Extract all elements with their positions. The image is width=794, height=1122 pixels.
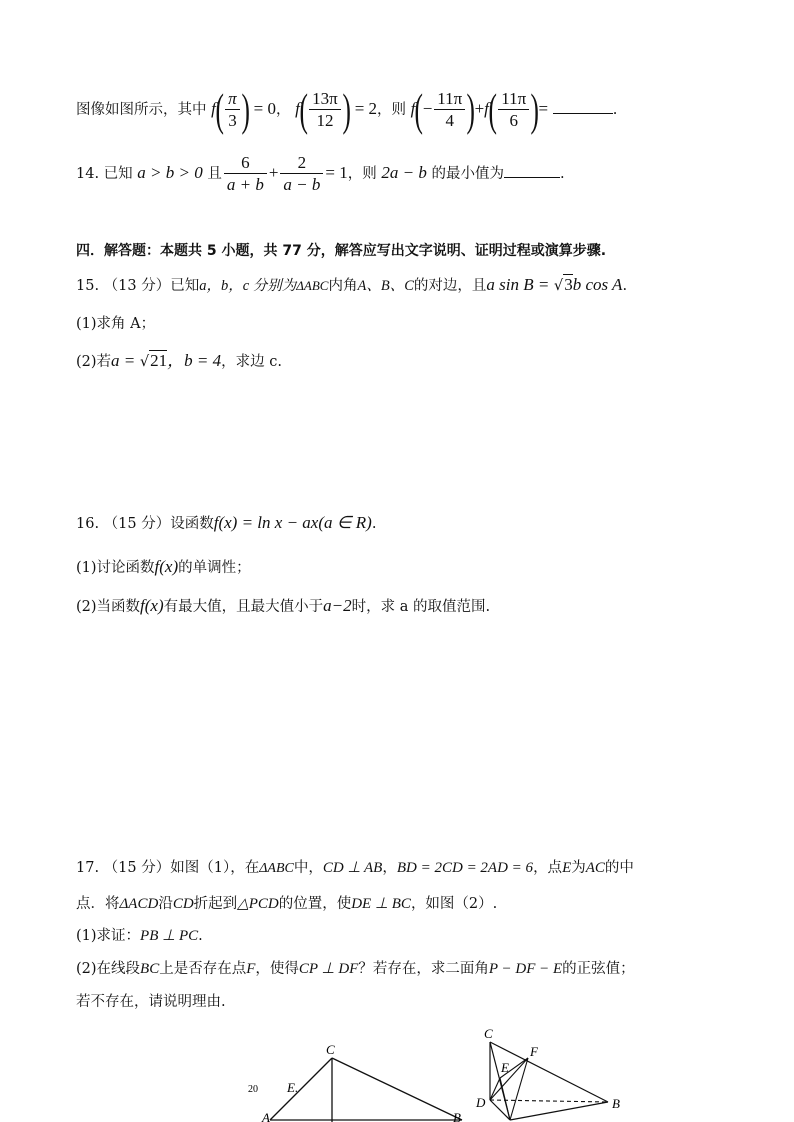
q17-p2-angle: P − DF − E	[488, 961, 563, 977]
fig2-label-F: F	[530, 1044, 538, 1059]
q15-sqrt3: 3	[564, 275, 573, 294]
q14-plus: +	[268, 163, 279, 182]
q13-prefix: 图像如图所示，其中	[76, 102, 207, 118]
fig1-side-AC	[270, 1058, 332, 1120]
q15-mid2: 的对边，且	[413, 278, 487, 294]
q15-end: .	[622, 278, 628, 294]
q15-eq-right: b cos A	[572, 275, 623, 294]
q17-line2	[76, 892, 497, 913]
q16-p1-tail: 的单调性；	[178, 560, 251, 576]
q13-lparen4: (	[488, 84, 497, 135]
q17-p2-BC: BC	[140, 961, 160, 977]
q15-vars: a，b，c 分别为	[199, 278, 297, 294]
q17-p2-c: ，使得	[255, 961, 299, 977]
q17-p2-perp: CP ⊥ DF	[298, 961, 359, 977]
q13-frac-11pi-4: $\frac{11\pi}{4}$	[434, 89, 465, 132]
q17-part1	[76, 924, 203, 945]
q17-l1-AC: AC	[585, 860, 605, 876]
q15-p2-tail: ，求边 c.	[221, 354, 282, 370]
figure-2	[470, 1022, 640, 1122]
q13-lparen2: (	[299, 84, 308, 135]
q14-expr: 2a − b	[381, 163, 427, 182]
q16-p2-mid: 有最大值，且最大值小于	[163, 599, 324, 615]
q14-line	[76, 148, 565, 198]
q13-then: ，则	[377, 102, 407, 118]
q16-head: 16. （15 分）设函数	[76, 516, 214, 532]
q13-f4: f	[484, 99, 489, 118]
q17-l2-tri2: △PCD	[237, 896, 279, 912]
fig1-stray-text: 20	[248, 1084, 258, 1095]
q17-l1-e: 为	[571, 860, 586, 876]
fig2-label-B: B	[612, 1096, 620, 1111]
q16-p2-pre: (2)当函数	[76, 599, 141, 615]
q14-answer-blank	[504, 177, 560, 178]
q13-eq0: = 0	[253, 99, 276, 118]
fig2-label-C: C	[484, 1026, 493, 1041]
q14-eq1: = 1	[325, 163, 348, 182]
q15-p2-sqrt: 21	[150, 351, 168, 370]
q15-p2-a: a =	[111, 351, 136, 370]
q17-l1-f: 的中	[604, 860, 634, 876]
fig2-label-D: D	[476, 1095, 486, 1110]
fig2-edge-DE	[490, 1078, 500, 1100]
fig2-label-E: E	[501, 1060, 509, 1075]
q14-cond: a > b > 0	[137, 163, 203, 182]
q15-eq-left: a sin B =	[486, 275, 550, 294]
q17-l1-c: ，	[382, 860, 397, 876]
q17-part3: 若不存在，请说明理由.	[76, 994, 226, 1010]
q13-answer-blank	[553, 113, 613, 114]
q15-p2-pre: (2)若	[76, 354, 112, 370]
figure-1	[240, 1040, 480, 1122]
q13-frac-11pi-6: $\frac{11\pi}{6}$	[498, 89, 529, 132]
q16-line	[76, 512, 376, 533]
q17-l1-b: 中，	[293, 860, 323, 876]
q17-l2-a: 点．将	[76, 896, 120, 912]
q16-p2-expr: a−2	[323, 596, 352, 615]
fig1-label-C: C	[326, 1042, 335, 1057]
q17-part2	[76, 957, 635, 978]
q13-lparen1: (	[215, 84, 224, 135]
q16-p1-pre: (1)讨论函数	[76, 560, 155, 576]
q13-rparen1: )	[241, 84, 250, 135]
q17-l2-CD: CD	[172, 896, 194, 912]
q17-l1-tri: ΔABC	[259, 861, 294, 876]
q17-l2-perp: DE ⊥ BC	[351, 896, 411, 912]
q17-l2-c: 折起到	[193, 896, 238, 912]
q14-num: 14. 已知	[76, 166, 133, 182]
q17-l2-e: ，如图（2）.	[410, 896, 498, 912]
q17-p1-pre: (1)求证：	[76, 928, 141, 944]
section4-title: 四．解答题：本题共 5 小题，共 77 分，解答应写出文字说明、证明过程或演算步骤.	[76, 243, 607, 259]
q17-l1-perp: CD ⊥ AB	[322, 860, 383, 876]
q17-line1	[76, 856, 634, 877]
q17-l1-d: ，点	[533, 860, 563, 876]
q14-frac1: $\frac{6}{a + b}$	[224, 153, 267, 196]
q14-tail: 的最小值为	[431, 166, 504, 182]
q13-end: .	[612, 102, 618, 118]
q17-p2-d: ？若存在，求二面角	[358, 961, 489, 977]
q13-f2: f	[295, 99, 300, 118]
q17-l1-eq: BD = 2CD = 2AD = 6	[396, 860, 534, 876]
q13-f3: f	[410, 99, 416, 118]
q17-l2-b: 沿	[158, 896, 173, 912]
q15-mid: 内角	[328, 278, 358, 294]
fig1-label-A: A	[262, 1110, 270, 1122]
q15-head: 15. （13 分）已知	[76, 278, 200, 294]
q17-l2-d: 的位置，使	[278, 896, 352, 912]
q17-l2-tri: ΔACD	[119, 896, 159, 912]
q13-frac-13pi-12: $\frac{13\pi}{12}$	[309, 89, 341, 132]
q13-plus: +	[474, 99, 485, 118]
q16-p1-f: f(x)	[154, 557, 179, 576]
fig1-label-B: B	[453, 1110, 461, 1122]
q13-minus: −	[422, 99, 433, 118]
fig1-side-CB	[332, 1058, 462, 1120]
fig2-edge-PB	[510, 1102, 608, 1120]
q15-part2: (2)若a = √21，b = 4，求边 c.	[76, 351, 282, 370]
q16-part2	[76, 595, 490, 616]
q15-tri: ΔABC	[296, 278, 329, 293]
q17-p1-end: .	[198, 928, 203, 944]
q13-sep1: ，	[275, 102, 291, 118]
q13-eq2: = 2	[354, 99, 378, 118]
q13-eq: =	[538, 99, 549, 118]
q14-and: 且	[207, 166, 222, 182]
q13-rparen2: )	[342, 84, 351, 135]
q13-frac-pi-3: $\frac{\pi}{3}$	[225, 89, 240, 132]
q14-frac2: $\frac{2}{a - b}$	[280, 153, 323, 196]
q15-part1: (1)求角 A；	[76, 316, 156, 332]
q17-p2-a: (2)在线段	[76, 961, 141, 977]
fig1-label-E: E.	[287, 1080, 299, 1095]
fig2-edge-EP	[500, 1078, 510, 1120]
q17-l1-E: E	[562, 860, 572, 876]
q15-angles: A、B、C	[357, 278, 414, 294]
q17-p1-expr: PB ⊥ PC	[140, 928, 199, 944]
q16-func: f(x) = ln x − ax(a ∈ R)	[213, 513, 372, 532]
q16-p2-tail: 时，求 a 的取值范围.	[351, 599, 491, 615]
q13-lparen3: (	[414, 84, 424, 135]
q13-tail-line	[76, 84, 617, 134]
q13-f1: f	[211, 99, 216, 118]
q13-rparen3: )	[466, 84, 476, 135]
q17-l1-a: 17. （15 分）如图（1），在	[76, 860, 260, 876]
q17-p2-e: 的正弦值；	[562, 961, 635, 977]
q15-p2-b: ，b = 4	[167, 351, 222, 370]
q14-end: .	[559, 166, 565, 182]
q17-p2-F: F	[246, 961, 256, 977]
q16-end: .	[371, 516, 377, 532]
q17-p2-b: 上是否存在点	[159, 961, 247, 977]
q13-rparen4: )	[530, 84, 540, 135]
q16-p2-f: f(x)	[140, 596, 164, 615]
q14-then: ，则	[347, 166, 377, 182]
fig2-edge-DB-dashed	[490, 1100, 608, 1102]
q15-line: 15. （13 分）已知a，b，c 分别为ΔABC内角A、B、C的对边，且a sin B = √3b cos A.	[76, 275, 628, 294]
q16-part1	[76, 556, 251, 577]
